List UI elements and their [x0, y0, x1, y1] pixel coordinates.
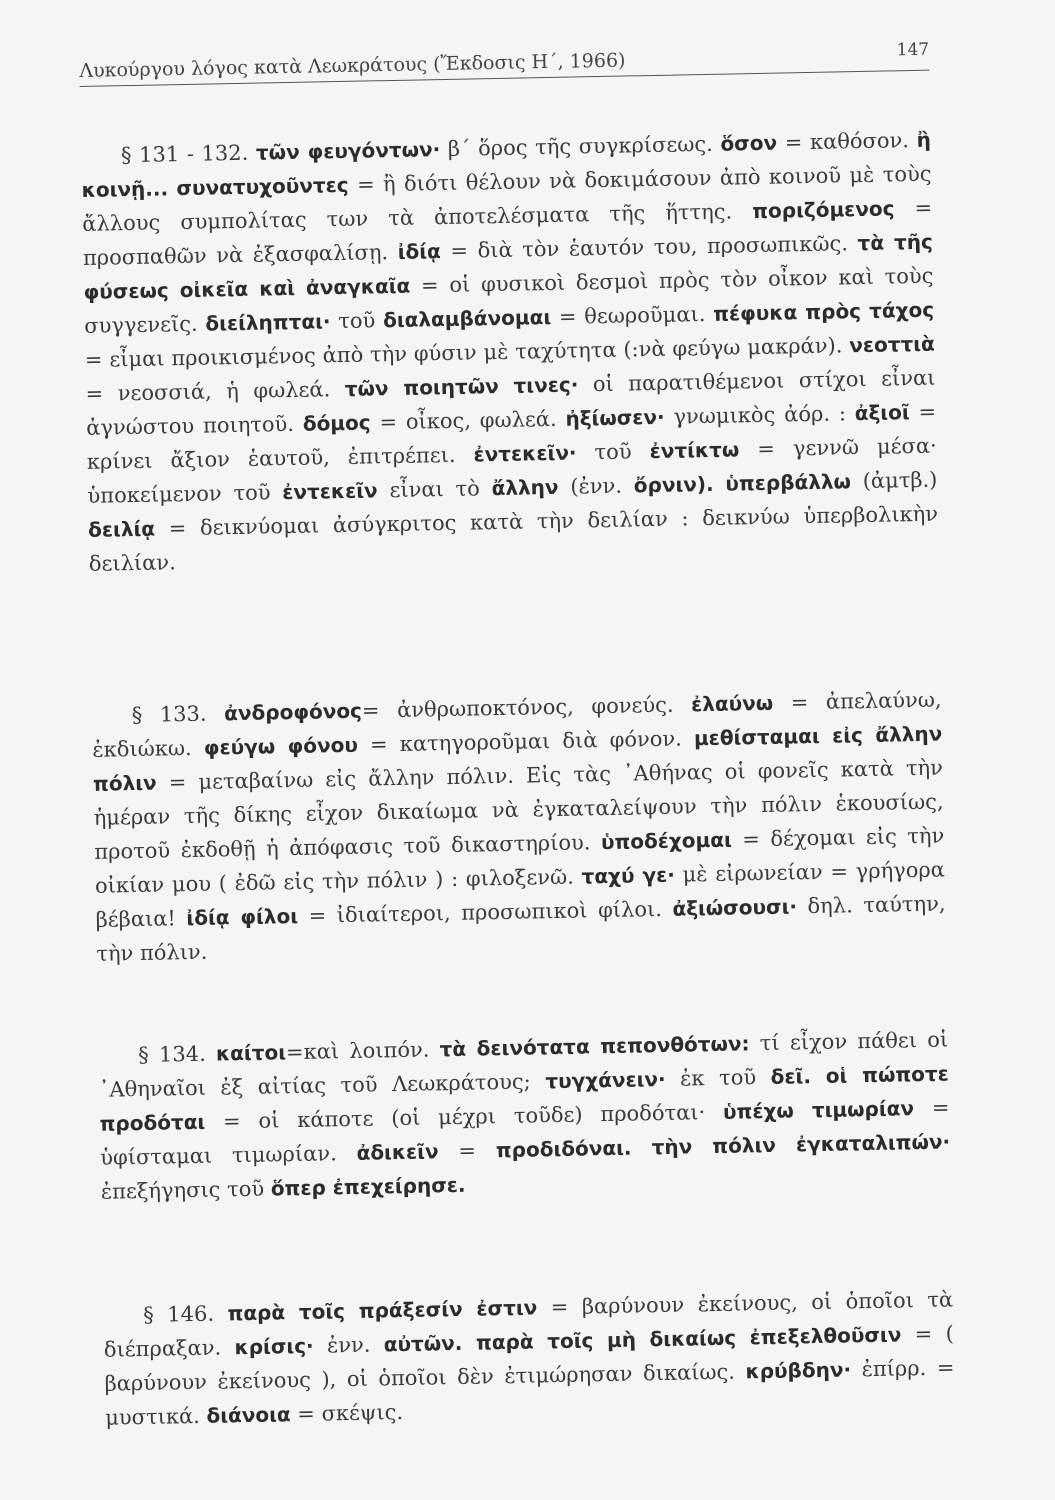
- lemma: κρύβδην·: [745, 1357, 852, 1384]
- section-indent: [92, 703, 132, 728]
- lemma: ἀνδροφόνος: [223, 698, 363, 726]
- gloss-text: ἐπίρρ. = μυστικά.: [104, 1355, 955, 1430]
- gloss-text: § 131 - 132.: [120, 140, 257, 168]
- lemma: τυγχάνειν·: [545, 1066, 666, 1094]
- lemma: νεοττιὰ: [848, 331, 935, 358]
- gloss-text: = σκέψις.: [290, 1400, 404, 1427]
- lemma: ὅσον: [720, 130, 778, 156]
- lemma: καίτοι: [215, 1040, 287, 1066]
- lemma: τῶν ποιητῶν τινες·: [344, 372, 579, 401]
- gloss-text: (ἐνν.: [558, 473, 635, 499]
- lemma: ἐλαύνω: [690, 690, 774, 717]
- section-133: [91, 683, 946, 971]
- lemma: ἀδικεῖν: [356, 1139, 439, 1165]
- lemma: ἀξιώσουσι·: [672, 894, 798, 921]
- gloss-text: ἐπεξήγησις τοῦ: [100, 1176, 272, 1204]
- lemma: ἰδίᾳ φίλοι: [186, 903, 299, 931]
- gloss-text: ἐκ τοῦ: [665, 1064, 771, 1091]
- lemma: διείληπται·: [205, 309, 331, 336]
- gloss-text: = θεωροῦμαι.: [550, 301, 714, 329]
- lemma: αὐτῶν. παρὰ τοῖς μὴ δικαίως ἐπεξελθοῦσιν: [383, 1322, 902, 1357]
- gloss-text: γνωμικὸς ἀόρ. :: [664, 401, 855, 429]
- gloss-text: = γεννῶ μέσα· ὑποκείμενον τοῦ: [87, 433, 937, 508]
- gloss-text: ἐνν.: [313, 1332, 385, 1358]
- lemma: ἀξιοῖ: [854, 400, 910, 426]
- gloss-text: = νεοσσιά, ἡ φωλεά.: [85, 376, 346, 406]
- lemma: μεθίσταμαι εἰς ἄλλην πόλιν: [92, 721, 943, 796]
- section-indent: [81, 143, 121, 168]
- gloss-text: = ( βαρύνουν ἐκείνους ), οἱ ὁποῖοι δὲν ἐτιμώρησαν δικαίως.: [104, 1321, 955, 1396]
- gloss-text: = βαρύνουν ἐκείνους, οἱ ὁποῖοι τὰ διέπραξαν.: [103, 1287, 954, 1362]
- section-131-132: [81, 123, 939, 581]
- gloss-text: = εἶμαι προικισμένος ἀπὸ τὴν φύσιν μὲ ταχύτητα (:νὰ φεύγω μακράν).: [84, 333, 850, 372]
- gloss-text: = διὰ τὸν ἑαυτόν του, προσωπικῶς.: [440, 231, 858, 264]
- lemma: δειλίᾳ: [87, 516, 156, 542]
- lemma: δεῖ. οἱ πώποτε προδόται: [99, 1061, 949, 1136]
- lemma: συνατυχοῦντες: [176, 172, 349, 201]
- gloss-text: β΄ ὅρος τῆς συγκρίσεως.: [439, 131, 721, 162]
- book-page: [78, 0, 957, 1500]
- lemma: ἐντεκεῖν: [282, 478, 378, 505]
- gloss-text: τοῦ: [330, 308, 384, 334]
- gloss-text: = ἢ διότι θέλουν νὰ δοκιμάσουν ἀπὸ κοινοῦ μὲ τοὺς ἄλλους συμπολίτας των τὰ ἀποτελέσματα τῆς ἥττης.: [82, 161, 932, 236]
- lemma: κρίσις·: [234, 1333, 314, 1360]
- gloss-text: (ἀμτβ.): [850, 467, 938, 494]
- gloss-text: = οἱ φυσικοὶ δεσμοὶ πρὸς τὸν οἶκον καὶ τοὺς συγγενεῖς.: [84, 263, 934, 338]
- running-header: [79, 36, 930, 87]
- lemma: τὰ δεινότατα πεπονθότων:: [439, 1031, 750, 1062]
- gloss-text: μὲ εἰρωνείαν = γρήγορα βέβαια!: [95, 857, 946, 932]
- section-134: [98, 1022, 951, 1208]
- gloss-text: = κατηγοροῦμαι διὰ φόνον.: [357, 726, 695, 757]
- lemma: ὑπερβάλλω: [725, 469, 852, 496]
- gloss-text: = οἱ κάποτε (οἱ μέχρι τοῦδε) προδόται·: [204, 1099, 724, 1134]
- section-indent: [98, 1043, 138, 1068]
- lemma: ταχύ γε·: [581, 862, 676, 889]
- lemma: ἐντεκεῖν·: [473, 440, 577, 467]
- lemma: ἐντίκτω: [649, 437, 740, 464]
- lemma: ὅπερ ἐπεχείρησε.: [270, 1172, 466, 1201]
- section-indent: [103, 1303, 143, 1328]
- header-title: Λυκούργου λόγος κατὰ Λεωκράτους (Ἔκδοσις Η΄, 1966): [79, 49, 626, 82]
- gloss-text: =καὶ λοιπόν.: [285, 1037, 440, 1065]
- gloss-text: § 134.: [138, 1041, 217, 1068]
- lemma: πέφυκα πρὸς τάχος: [712, 297, 935, 326]
- lemma: φεύγω φόνου: [203, 732, 359, 760]
- lemma: ποριζόμενος: [751, 196, 895, 224]
- gloss-text: δηλ. ταύτην, τὴν πόλιν.: [96, 891, 946, 966]
- gloss-text: = οἶκος, φωλεά.: [370, 406, 566, 435]
- gloss-text: = δεικνύομαι ἀσύγκριτος κατὰ τὴν δειλίαν : δεικνύω ὑπερβολικὴν δειλίαν.: [88, 501, 939, 576]
- gloss-text: = προσπαθῶν νὰ ἐξασφαλίσῃ.: [82, 195, 933, 270]
- lemma: ἄλλην: [491, 474, 559, 501]
- gloss-text: =: [438, 1138, 497, 1164]
- lemma: ὑπέχω τιμωρίαν: [722, 1096, 915, 1124]
- gloss-text: = κρίνει ἄξιον ἑαυτοῦ, ἐπιτρέπει.: [86, 399, 937, 474]
- gloss-text: οἱ παρατιθέμενοι στίχοι εἶναι ἀγνώστου ποιητοῦ.: [85, 365, 936, 440]
- gloss-text: § 133.: [131, 701, 225, 728]
- gloss-text: = ἀπελαύνω, ἐκδιώκω.: [92, 687, 942, 762]
- gloss-text: = ἀνθρωποκτόνος, φονεύς.: [361, 692, 692, 723]
- gloss-text: τοῦ: [576, 439, 650, 465]
- lemma: ὑποδέχομαι: [600, 827, 733, 855]
- gloss-text: = ὑφίσταμαι τιμωρίαν.: [100, 1095, 950, 1170]
- gloss-text: = δέχομαι εἰς τὴν οἰκίαν μου ( ἐδῶ εἰς τὴν πόλιν ) : φιλοξενῶ.: [94, 823, 945, 898]
- lemma: παρὰ τοῖς πράξεσίν ἐστιν: [227, 1295, 538, 1326]
- lemma: διαλαμβάνομαι: [382, 304, 552, 333]
- section-146: [103, 1282, 955, 1434]
- lemma: τὰ τῆς φύσεως οἰκεῖα καὶ ἀναγκαῖα: [83, 229, 934, 304]
- lemma: διάνοια: [206, 1402, 291, 1428]
- lemma: ὄρνιν).: [633, 471, 714, 498]
- gloss-text: § 146.: [143, 1301, 228, 1327]
- lemma: προδιδόναι. τὴν πόλιν ἐγκαταλιπών·: [495, 1129, 951, 1163]
- gloss-text: [713, 472, 725, 496]
- lemma: ἢ κοινῇ...: [81, 127, 932, 202]
- lemma: δόμος: [302, 410, 371, 436]
- gloss-text: = ἰδιαίτεροι, προσωπικοὶ φίλοι.: [297, 896, 673, 928]
- page-number: 147: [896, 39, 930, 61]
- lemma: τῶν φευγόντων·: [255, 137, 441, 165]
- gloss-text: τί εἶχον πάθει οἱ ᾿Αθηναῖοι ἐξ αἰτίας τοῦ Λεωκράτους;: [98, 1027, 949, 1102]
- lemma: ἰδίᾳ: [397, 239, 441, 264]
- lemma: ἠξίωσεν·: [565, 404, 665, 431]
- gloss-text: = μεταβαίνω εἰς ἄλλην πόλιν. Εἰς τὰς ᾿Αθήνας οἱ φονεῖς κατὰ τὴν ἡμέραν τῆς δίκης εἶχον δικαίωμα νὰ ἐγκαταλείψουν τὴν πόλιν ἑκουσίως, προτοῦ ἐκδοθῇ ἡ ἀπόφασις τοῦ δικαστηρίου.: [93, 755, 944, 864]
- gloss-text: εἶναι τὸ: [377, 476, 492, 503]
- gloss-text: = καθόσον.: [776, 127, 917, 155]
